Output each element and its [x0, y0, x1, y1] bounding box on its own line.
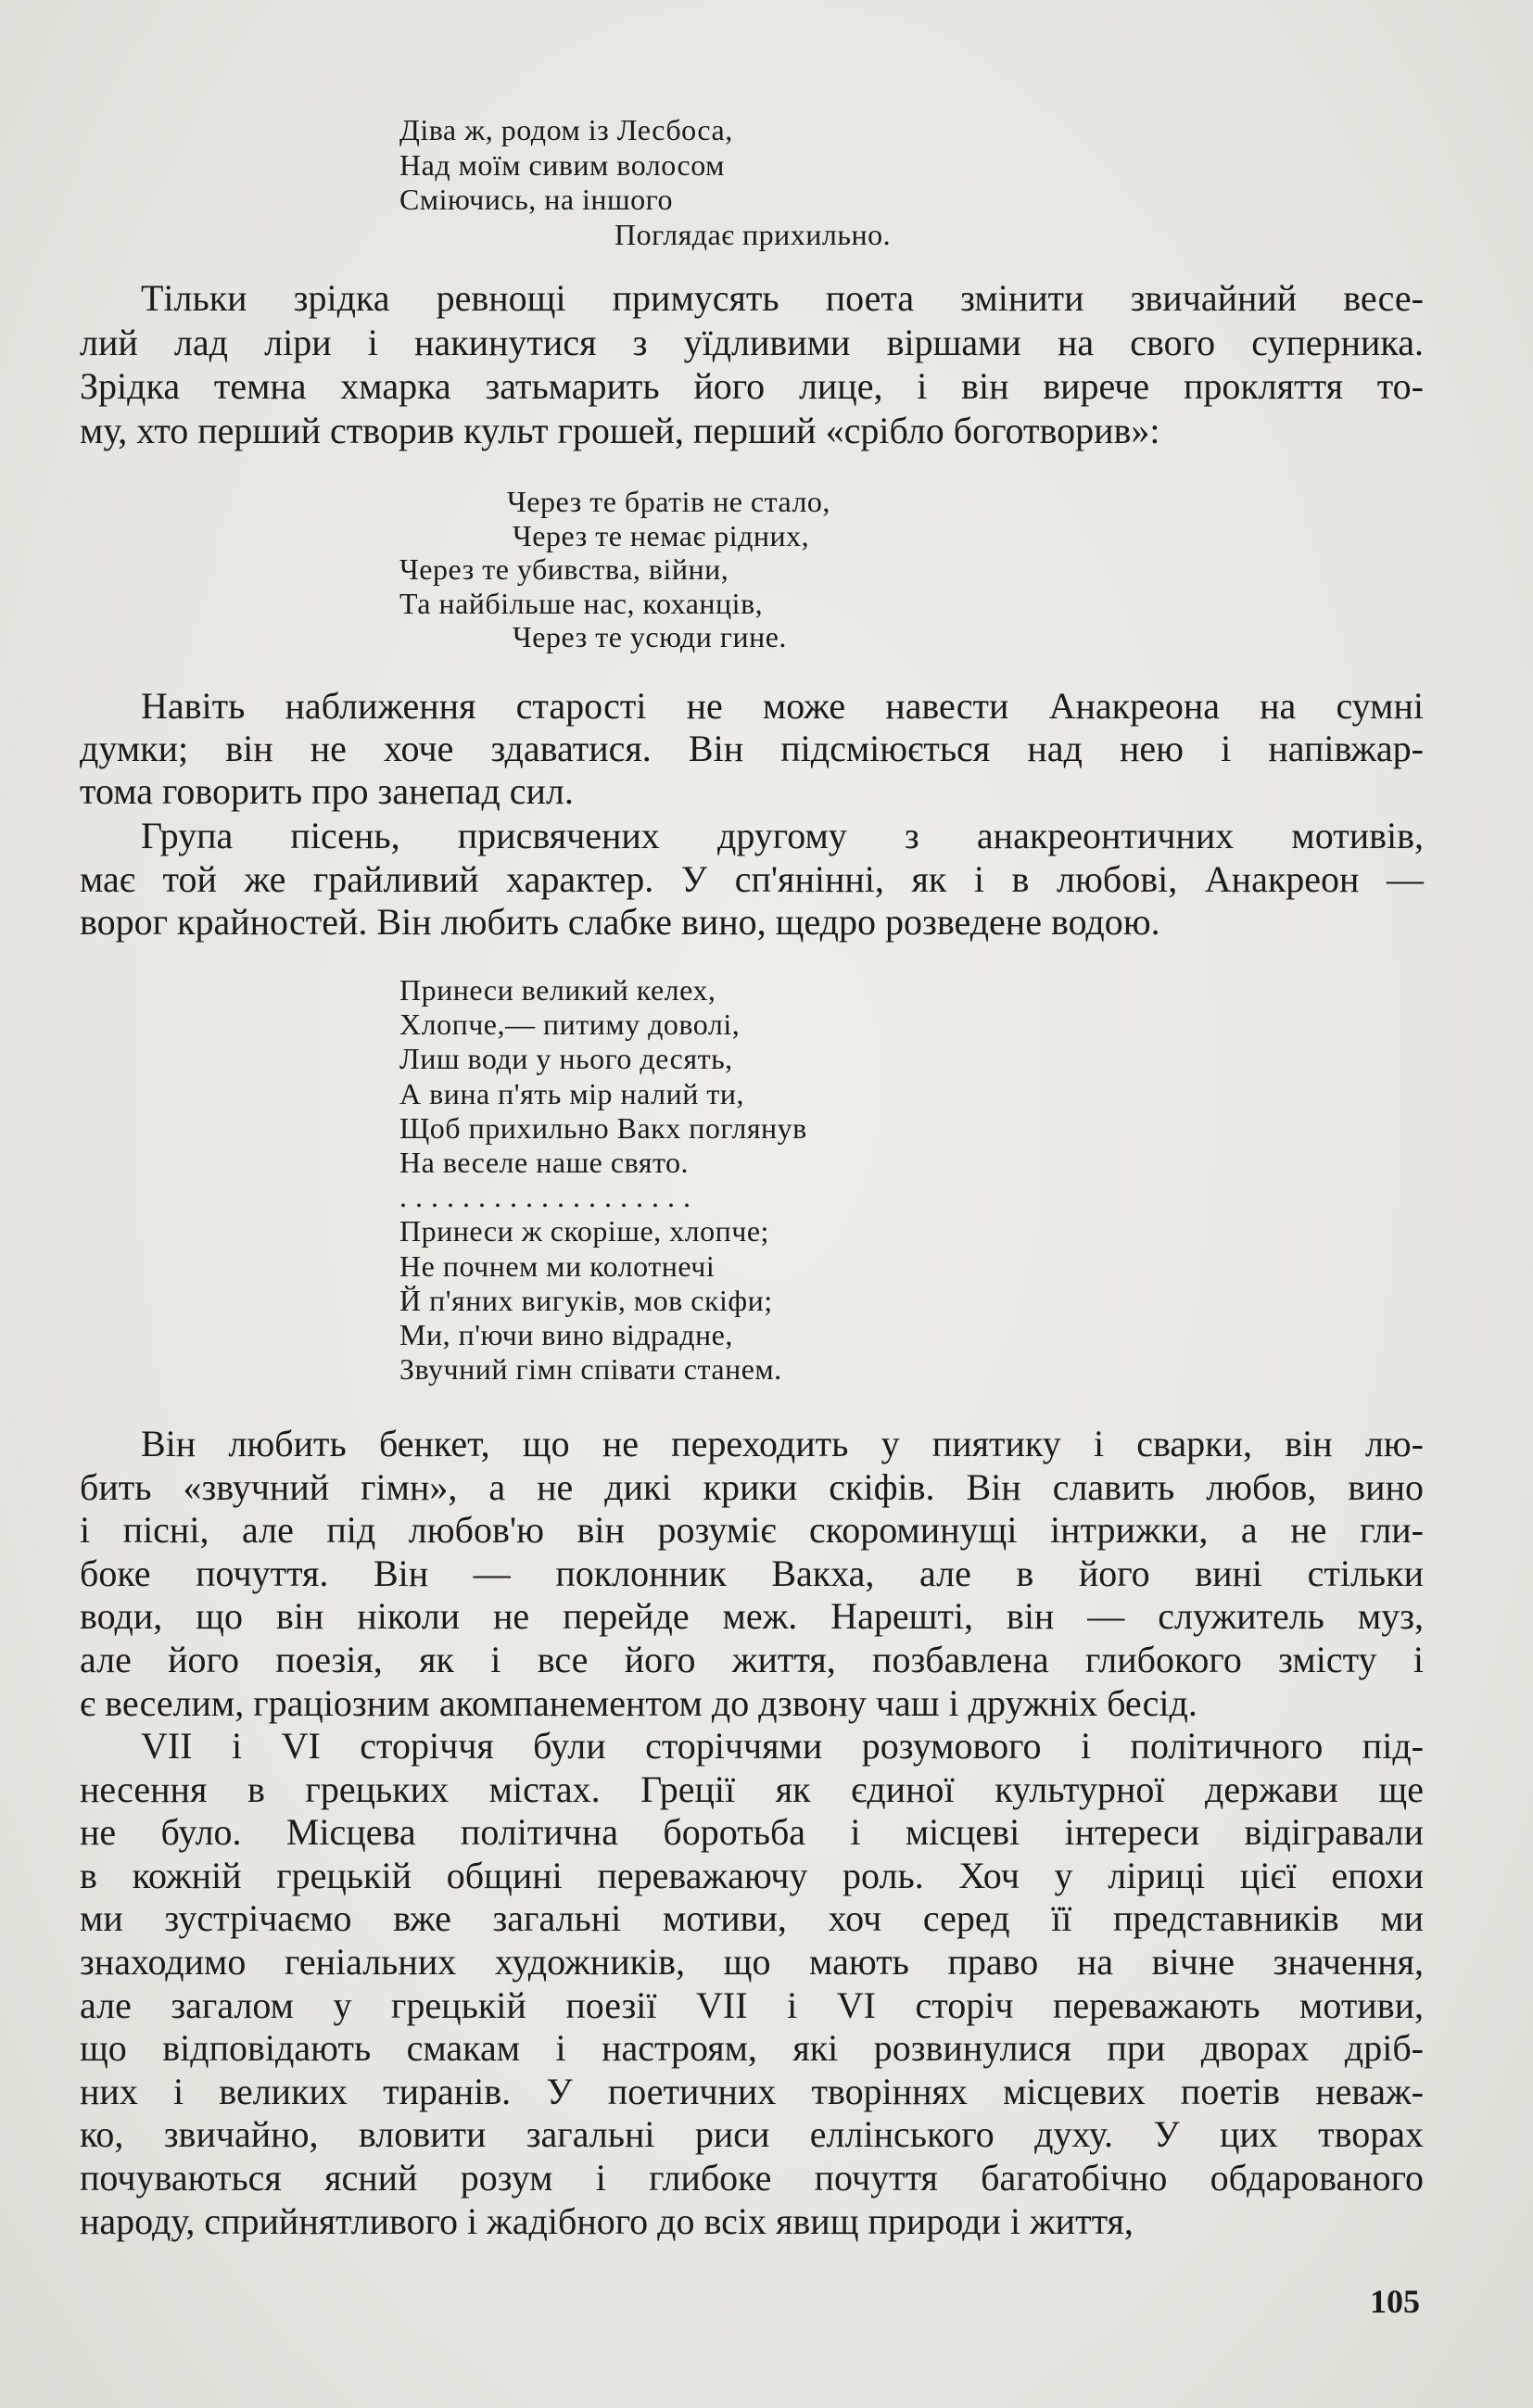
paragraph-5-text-line: VII і VI сторіччя були сторіччями розумового і політичного під- — [141, 1725, 1424, 1767]
poem-2-verse-line: Та найбільше нас, коханців, — [399, 586, 764, 620]
page-number: 105 — [1370, 2283, 1420, 2320]
paragraph-4-text-line: але його поезія, як і все його життя, позбавлена глибокого змісту і — [80, 1639, 1424, 1680]
paragraph-5-text-line: них і великих тиранів. У поетичних творіннях місцевих поетів невaж- — [80, 2070, 1424, 2112]
paragraph-5-text-line: ко, звичайно, вловити загальні риси еллінського духу. У цих творах — [80, 2113, 1424, 2156]
poem-2-verse-line: Через те убивства, війни, — [399, 552, 729, 586]
poem-3-verse-line: Принеси великий келех, — [399, 973, 716, 1007]
paragraph-3-text-line: ворог крайностей. Він любить слабке вино, щедро розведене водою. — [80, 901, 1160, 943]
poem-1-verse-line: Поглядає прихильно. — [614, 217, 892, 251]
paragraph-3-text-line: Група пісень, присвячених другому з анакреонтичних мотивів, — [141, 815, 1424, 856]
poem-3-verse-line: Щоб прихильно Вакх поглянув — [399, 1110, 807, 1145]
paragraph-5-text-line: почуваються ясний розум і глибоке почуття багатобічно обдарованого — [80, 2157, 1424, 2199]
poem-2-verse-line: Через те немає рідних, — [513, 518, 810, 552]
paragraph-1-text-line: Тільки зрідка ревнощі примусять поета змінити звичайний весе- — [141, 277, 1424, 319]
paragraph-4-text-line: і пісні, але під любов'ю він розуміє скороминущі інтрижки, а не гли- — [80, 1509, 1424, 1552]
paragraph-1-text-line: лий лад ліри і накинутися з уїдливими віршами на свого суперника. — [80, 321, 1424, 363]
poem-1-verse-line: Над моїм сивим волосом — [399, 147, 725, 182]
paragraph-5-text-line: що відповідають смакам і настроям, які розвинулися при дворах дріб- — [80, 2027, 1424, 2070]
poem-3-verse-line: . . . . . . . . . . . . . . . . . . . — [399, 1180, 691, 1214]
poem-2-verse-line: Через те усюди гине. — [513, 620, 787, 653]
poem-3-verse-line: На веселе наше свято. — [399, 1146, 690, 1179]
poem-1-verse-line: Діва ж, родом із Лесбоса, — [399, 113, 733, 146]
poem-3-verse-line: Й п'яних вигуків, мов скіфи; — [399, 1283, 773, 1317]
paragraph-4-text-line: є веселим, граціозним акомпанементом до дзвону чаш і дружніх бесід. — [80, 1681, 1197, 1724]
paragraph-2-text-line: думки; він не хоче здаватися. Він підсміюється над нею і напівжар- — [80, 728, 1424, 769]
paragraph-2-text-line: Навіть наближення старості не може навести Анакреона на сумні — [141, 685, 1424, 727]
poem-3-verse-line: Хлопче,— питиму доволі, — [399, 1008, 741, 1042]
poem-3-verse-line: Не почнем ми колотнечі — [399, 1248, 716, 1283]
paragraph-4-text-line: Він любить бенкет, що не переходить у пиятику і сварки, він лю- — [141, 1423, 1424, 1464]
poem-3-verse-line: Лиш води у нього десять, — [399, 1042, 733, 1076]
paragraph-4-text-line: бить «звучний гімн», а не дикі крики скіфів. Він славить любов, вино — [80, 1465, 1424, 1508]
poem-2-verse-line: Через те братів не стало, — [507, 485, 830, 518]
paragraph-5-text-line: знаходимо геніальних художників, що мають право на вічне значення, — [80, 1941, 1424, 1983]
paragraph-5-text-line: народу, сприйнятливого і жадібного до всіх явищ природи і життя, — [80, 2199, 1134, 2242]
paragraph-3-text-line: має той же грайливий характер. У сп'янінні, як і в любові, Анакреон — — [80, 857, 1424, 900]
paragraph-5-text-line: несення в грецьких містах. Греції як єдиної культурної держави ще — [80, 1768, 1424, 1810]
poem-3-verse-line: Принеси ж скоріше, хлопче; — [399, 1214, 769, 1248]
poem-3-verse-line: Звучний гімн співати станем. — [399, 1352, 782, 1387]
paragraph-5-text-line: не було. Місцева політична боротьба і місцеві інтереси відігравали — [80, 1811, 1424, 1854]
paragraph-1-text-line: Зрідка темна хмарка затьмарить його лице, і він вирече прокляття то- — [80, 365, 1424, 407]
paragraph-1-text-line: му, хто перший створив культ грошей, перший «срібло боготворив»: — [80, 409, 1160, 451]
poem-1-verse-line: Сміючись, на іншого — [399, 183, 673, 216]
paragraph-5-text-line: але загалом у грецькій поезії VII і VI сторіч переважають мотиви, — [80, 1983, 1424, 2026]
paragraph-5-text-line: в кожній грецькій общині переважаючу роль. Хоч у ліриці цієї епохи — [80, 1854, 1424, 1896]
poem-3-verse-line: Ми, п'ючи вино відрадне, — [399, 1318, 733, 1351]
poem-3-verse-line: А вина п'ять мір налий ти, — [399, 1076, 744, 1110]
paragraph-2-text-line: тома говорить про занепад сил. — [80, 770, 574, 812]
paragraph-5-text-line: ми зустрічаємо вже загальні мотиви, хоч серед її представників ми — [80, 1897, 1424, 1940]
paragraph-4-text-line: води, що він ніколи не перейде меж. Нарешті, він — служитель муз, — [80, 1595, 1424, 1638]
paragraph-4-text-line: боке почуття. Він — поклонник Вакха, але в його вині стільки — [80, 1552, 1424, 1594]
